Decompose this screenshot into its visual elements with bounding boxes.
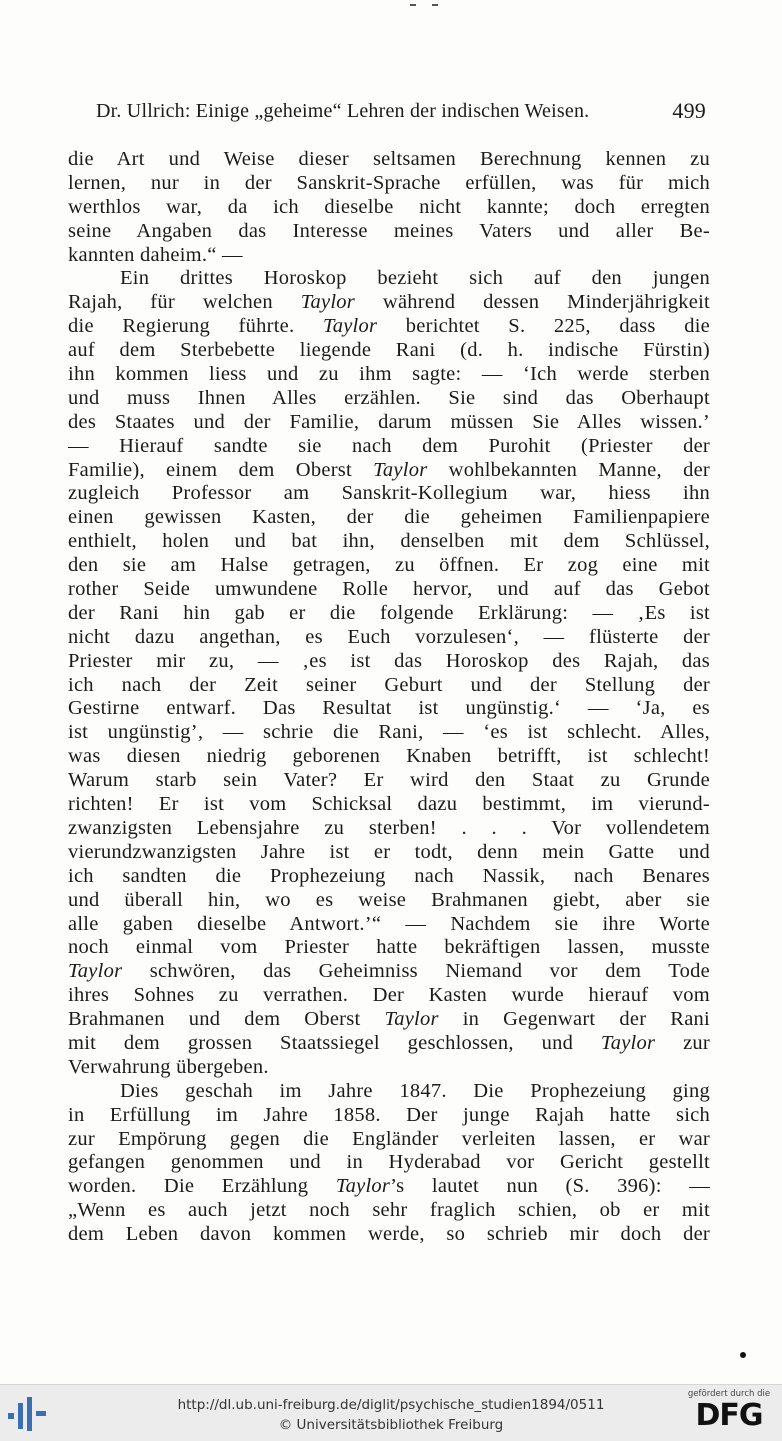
dfg-logo-mark: DFG <box>695 1398 763 1433</box>
text-line: und muss Ihnen Alles erzählen. Sie sind das Oberhaupt <box>68 386 710 409</box>
text-line: zugleich Professor am Sanskrit-Kollegium war, hiess ihn <box>68 482 710 505</box>
text-line: kannten daheim.“ — <box>68 243 243 266</box>
text-line: des Staates und der Familie, darum müssen Sie Alles wissen.’ <box>68 410 710 433</box>
emphasized-name: Taylor <box>373 458 428 481</box>
text-line: zwanzigsten Lebensjahre zu sterben! . . . Vor vollendetem <box>68 816 710 839</box>
text-line: einen gewissen Kasten, der die geheimen Familienpapiere <box>68 506 710 529</box>
text-line: Warum starb sein Vater? Er wird den Staat zu Grunde <box>68 769 710 792</box>
text-line: „Wenn es auch jetzt noch sehr fraglich schien, ob er mit <box>68 1199 710 1222</box>
page-number: 499 <box>672 98 706 123</box>
text-line: Priester mir zu, — ‚es ist das Horoskop des Rajah, das <box>68 649 710 672</box>
scan-marks <box>410 0 450 10</box>
text-line: die Art und Weise dieser seltsamen Berechnung kennen zu <box>68 148 710 170</box>
text-line: werthlos war, da ich dieselbe nicht kannte; doch erregten <box>68 195 710 218</box>
text-line: ihn kommen liess und zu ihm sagte: — ‘Ich werde sterben <box>68 363 710 386</box>
text-line: in Erfüllung im Jahre 1858. Der junge Rajah hatte sich <box>68 1103 710 1126</box>
text-line: Ein drittes Horoskop bezieht sich auf den jungen <box>120 267 710 290</box>
text-line: ist ungünstig’, — schrie die Rani, — ‘es ist schlecht. Alles, <box>68 721 710 744</box>
text-line: worden. Die Erzählung Taylor’s lautet nun (S. 396): — <box>68 1175 710 1198</box>
text-line: ich nach der Zeit seiner Geburt und der Stellung der <box>68 673 710 696</box>
emphasized-name: Taylor <box>335 1175 391 1198</box>
text-line: enthielt, holen und bat ihn, denselben mit dem Schlüssel, <box>68 530 710 553</box>
text-line: ich sandten die Prophezeiung nach Nassik, nach Benares <box>68 864 710 887</box>
text-line: der Rani hin gab er die folgende Erklärung: — ‚Es ist <box>68 601 710 624</box>
body-text <box>68 148 710 1247</box>
text-line: rother Seide umwundene Rolle hervor, und auf das Gebot <box>68 578 710 601</box>
text-line: Brahmanen und dem Oberst Taylor in Gegenwart der Rani <box>68 1008 710 1031</box>
text-line: auf dem Sterbebette liegende Rani (d. h. indische Fürstin) <box>68 339 710 362</box>
running-title: Dr. Ullrich: Einige „geheime“ Lehren der indischen Weisen. <box>96 100 590 122</box>
text-line: noch einmal vom Priester hatte bekräftigen lassen, musste <box>68 936 710 959</box>
text-line: alle gaben dieselbe Antwort.’“ — Nachdem sie ihre Worte <box>68 912 710 935</box>
text-line: mit dem grossen Staatssiegel geschlossen, und Taylor zur <box>68 1031 710 1054</box>
text-line: — Hierauf sandte sie nach dem Purohit (Priester der <box>68 434 710 457</box>
text-line: ihres Sohnes zu verrathen. Der Kasten wurde hierauf vom <box>68 984 710 1007</box>
emphasized-name: Taylor <box>600 1031 656 1054</box>
emphasized-name: Taylor <box>322 315 378 338</box>
text-line: den sie am Halse getragen, zu öffnen. Er zog eine mit <box>68 554 710 577</box>
text-line: dem Leben davon kommen werde, so schrieb mir doch der <box>68 1223 710 1246</box>
emphasized-name: Taylor <box>300 291 356 314</box>
text-line: was diesen niedrig geborenen Knaben betrifft, ist schlecht! <box>68 745 710 768</box>
text-line: gefangen genommen und in Hyderabad vor Gericht gestellt <box>68 1151 710 1174</box>
running-header <box>96 96 706 126</box>
text-line: zur Empörung gegen die Engländer verleiten lassen, er war <box>68 1127 710 1150</box>
emphasized-name: Taylor <box>68 960 123 983</box>
text-line: die Regierung führte. Taylor berichtet S. 225, dass die <box>68 315 710 338</box>
text-line: Taylor schwören, das Geheimniss Niemand vor dem Tode <box>68 960 710 983</box>
text-line: Familie), einem dem Oberst Taylor wohlbekannten Manne, der <box>68 458 711 481</box>
text-line: und überall hin, wo es weise Brahmanen giebt, aber sie <box>68 888 710 911</box>
text-line: vierundzwanzigsten Jahre ist er todt, denn mein Gatte und <box>68 840 710 863</box>
viewer-footer <box>0 1384 782 1441</box>
text-line: Gestirne entwarf. Das Resultat ist ungünstig.‘ — ‘Ja, es <box>68 697 710 720</box>
text-line: seine Angaben das Interesse meines Vaters und aller Be- <box>68 219 710 242</box>
dfg-sponsor-logo[interactable] <box>686 1389 772 1437</box>
document-url[interactable]: http://dl.ub.uni-freiburg.de/diglit/psychische_studien1894/0511 <box>177 1397 605 1413</box>
text-line: nicht dazu angethan, es Euch vorzulesen‘, — flüsterte der <box>68 625 710 648</box>
margin-dot <box>740 1352 746 1358</box>
copyright-notice: © Universitätsbibliothek Freiburg <box>278 1417 504 1433</box>
emphasized-name: Taylor <box>384 1008 439 1031</box>
text-line: Verwahrung übergeben. <box>68 1055 269 1078</box>
text-line: richten! Er ist vom Schicksal dazu bestimmt, im vierund- <box>68 793 710 816</box>
text-line: Dies geschah im Jahre 1847. Die Prophezeiung ging <box>120 1079 710 1102</box>
text-line: lernen, nur in der Sanskrit-Sprache erfüllen, was für mich <box>68 171 710 194</box>
text-line: Rajah, für welchen Taylor während dessen Minderjährigkeit <box>68 291 710 314</box>
sponsor-caption: gefördert durch die <box>687 1389 771 1399</box>
